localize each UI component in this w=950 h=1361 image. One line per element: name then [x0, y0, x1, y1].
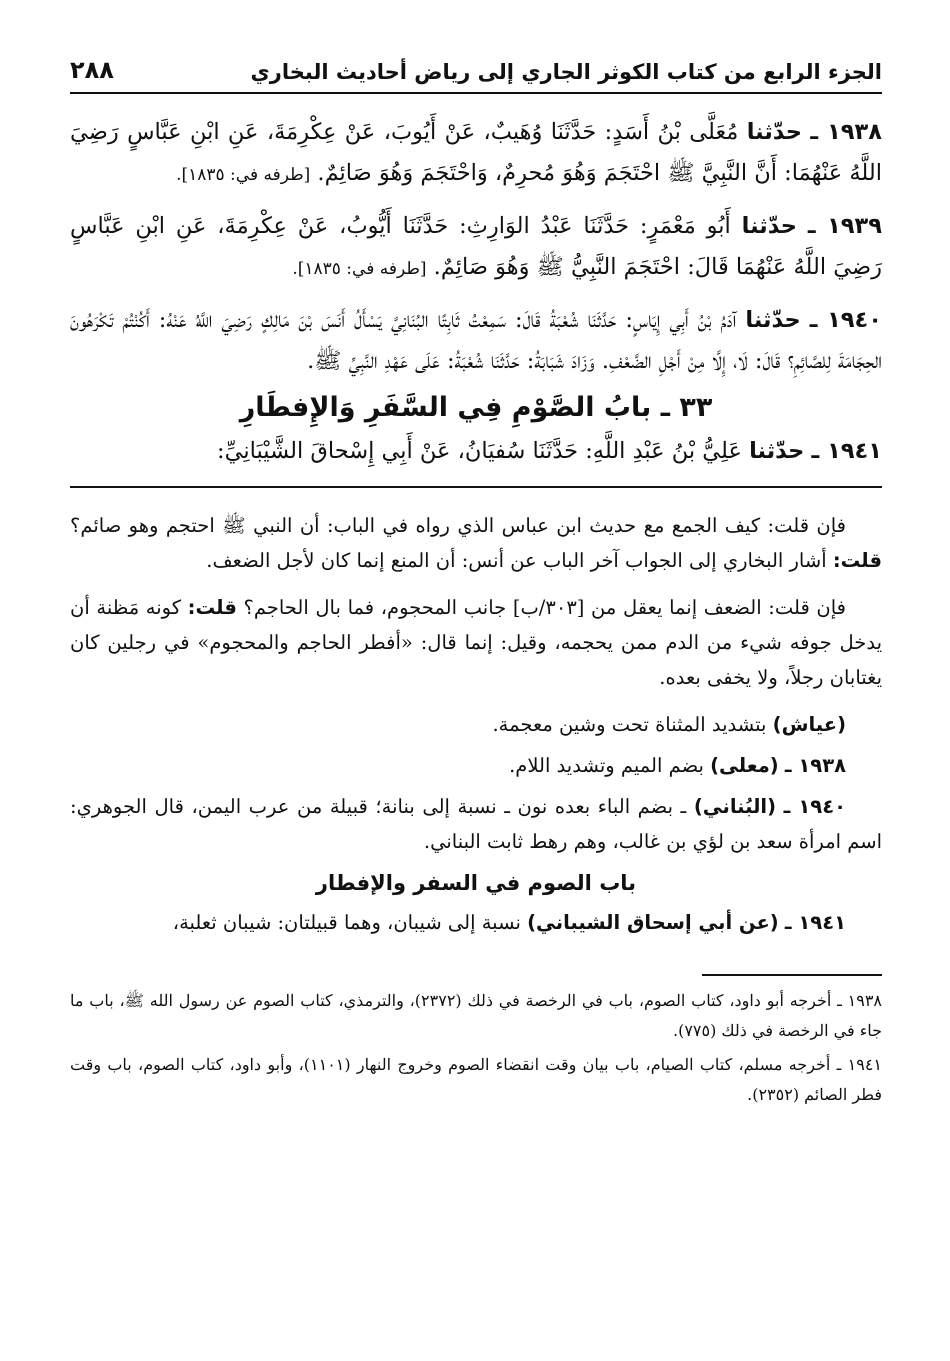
- commentary-paragraph: [70, 707, 882, 742]
- hadith-tarf: [طرفه في: ١٨٣٥].: [176, 165, 311, 185]
- commentary-number: ١٩٣٨ ـ: [784, 754, 846, 777]
- page-number: ٢٨٨: [70, 56, 114, 84]
- header-rule: [70, 92, 882, 94]
- hadith-number: ١٩٤٠ ـ: [809, 307, 882, 333]
- footnote-1941: ١٩٤١ ـ أخرجه مسلم، كتاب الصيام، باب بيان وقت انقضاء الصوم وخروج النهار (١١٠١)، وأبو داود، كتاب الصوم، باب وقت فطر الصائم (٢٣٥٢).: [70, 1055, 882, 1104]
- hadith-1941: [70, 431, 882, 472]
- commentary-bold: (البُناني): [693, 795, 776, 818]
- hadith-text-block: [70, 112, 882, 472]
- commentary-paragraph: [70, 905, 882, 940]
- footnote-rule: [702, 974, 882, 976]
- hadith-number: ١٩٤١ ـ: [811, 438, 882, 464]
- hadith-1939: [70, 206, 882, 290]
- hadith-lead: حدّثنا: [746, 119, 802, 145]
- commentary-number: ١٩٤٠ ـ: [783, 795, 846, 818]
- commentary-text: أشار البخاري إلى الجواب آخر الباب عن أنس: أن المنع إنما كان لأجل الضعف.: [206, 549, 827, 572]
- hadith-number: ١٩٣٨ ـ: [810, 119, 882, 145]
- commentary-bold: (عياش): [772, 713, 846, 736]
- footnotes: [70, 986, 882, 1110]
- commentary-paragraph: [70, 508, 882, 578]
- commentary-bold: (معلى): [710, 754, 779, 777]
- commentary-text: فإن قلت: كيف الجمع مع حديث ابن عباس الذي رواه في الباب: أن النبي ﷺ احتجم وهو صائم؟: [70, 514, 846, 537]
- commentary-text: بضم الميم وتشديد اللام.: [509, 754, 704, 777]
- commentary-bold: قلت:: [832, 549, 882, 572]
- hadith-number: ١٩٣٩ ـ: [807, 213, 882, 239]
- commentary-block: [70, 508, 882, 940]
- commentary-number: ١٩٤١ ـ: [784, 911, 846, 934]
- commentary-paragraph: [70, 748, 882, 783]
- hadith-lead: حدّثنا: [745, 307, 801, 333]
- hadith-text: أَبُو مَعْمَرٍ: حَدَّثَنَا عَبْدُ الوَارِثِ: حَدَّثَنَا أَيُّوبُ، عَنْ عِكْرِمَةَ، عَنِ ابْنِ عَبَّاسٍ رَضِيَ اللَّهُ عَنْهُمَا قَالَ: احْتَجَمَ النَّبِيُّ ﷺ وَهُوَ صَائِمٌ.: [70, 213, 882, 280]
- commentary-bold: (عن أبي إسحاق الشيباني): [527, 911, 779, 934]
- commentary-text: فإن قلت: الضعف إنما يعقل من [٣٠٣/ب] جانب المحجوم، فما بال الحاجم؟: [243, 596, 846, 619]
- hadith-text: عَلِيُّ بْنُ عَبْدِ اللَّهِ: حَدَّثَنَا سُفيَانُ، عَنْ أَبِي إِسْحاقَ الشَّيْبَانِيِّ:: [217, 438, 742, 464]
- hadith-lead: حدّثنا: [741, 213, 797, 239]
- hadith-text: مُعَلَّى بْنُ أَسَدٍ: حَدَّثَنَا وُهَيبٌ، عَنْ أَيُوبَ، عَنْ عِكْرِمَةَ، عَنِ ابْنِ عَبَّاسٍ رَضِيَ اللَّهُ عَنْهُمَا: أَنَّ النَّبِيَّ ﷺ احْتَجَمَ وَهُوَ مُحرِمٌ، وَاحْتَجَمَ وَهُوَ صَائِمٌ.: [70, 119, 882, 186]
- page-header: [70, 0, 882, 84]
- chapter-title: ٣٣ ـ بابُ الصَّوْمِ فِي السَّفَرِ وَالإِفطَارِ: [239, 392, 713, 423]
- commentary-text: بتشديد المثناة تحت وشين معجمة.: [492, 713, 767, 736]
- commentary-text: كونه مَظنة أن يدخل جوفه شيء من الدم ممن يحجمه، وقيل: إنما قال: «أفطر الحاجم والمحجوم» في رجلين كان يغتابان رجلاً، ولا يخفى بعده.: [70, 596, 882, 689]
- hadith-1940: [70, 300, 882, 382]
- running-title: الجزء الرابع من كتاب الكوثر الجاري إلى رياض أحاديث البخاري: [250, 60, 882, 84]
- commentary-subheading: باب الصوم في السفر والإفطار: [315, 871, 637, 895]
- section-divider: [70, 486, 882, 488]
- hadith-tarf: [طرفه في: ١٨٣٥].: [292, 259, 427, 279]
- commentary-paragraph: [70, 789, 882, 859]
- commentary-text: نسبة إلى شيبان، وهما قبيلتان: شيبان ثعلبة،: [172, 911, 521, 934]
- hadith-lead: حدّثنا: [749, 438, 805, 464]
- commentary-text: ـ بضم الباء بعده نون ـ نسبة إلى بنانة؛ قبيلة من عرب اليمن، قال الجوهري: اسم امرأة سعد بن لؤي بن غالب، وهم رهط ثابت البناني.: [70, 795, 882, 853]
- commentary-paragraph: [70, 590, 882, 695]
- commentary-bold: قلت:: [187, 596, 237, 619]
- hadith-1938: [70, 112, 882, 196]
- hadith-text: آدَمُ بْنُ أَبِي إِيَاسٍ: حَدَّثَنَا شُعْبَةُ قَالَ: سَمِعْتُ ثَابِتًا البُنَانِيَّ يَسْأَلُ أَنَسَ بْنَ مَالِكٍ رَضِيَ اللَّهُ عَنْهُ: أَكُنْتُمْ تَكْرَهُونَ الحِجَامَةَ لِلصَّائِمِ؟ قَالَ: لَا، إِلَّا مِنْ أَجْلِ الضَّعْفِ. وَزَادَ شَبَابَةُ: حَدَّثَنَا شُعْبَةُ: عَلَى عَهْدِ النَّبِيِّ ﷺ.: [70, 307, 882, 374]
- footnote-1938: ١٩٣٨ ـ أخرجه أبو داود، كتاب الصوم، باب في الرخصة في ذلك (٢٣٧٢)، والترمذي، كتاب الصوم عن رسول الله ﷺ، باب ما جاء في الرخصة في ذلك (٧٧٥).: [70, 991, 882, 1040]
